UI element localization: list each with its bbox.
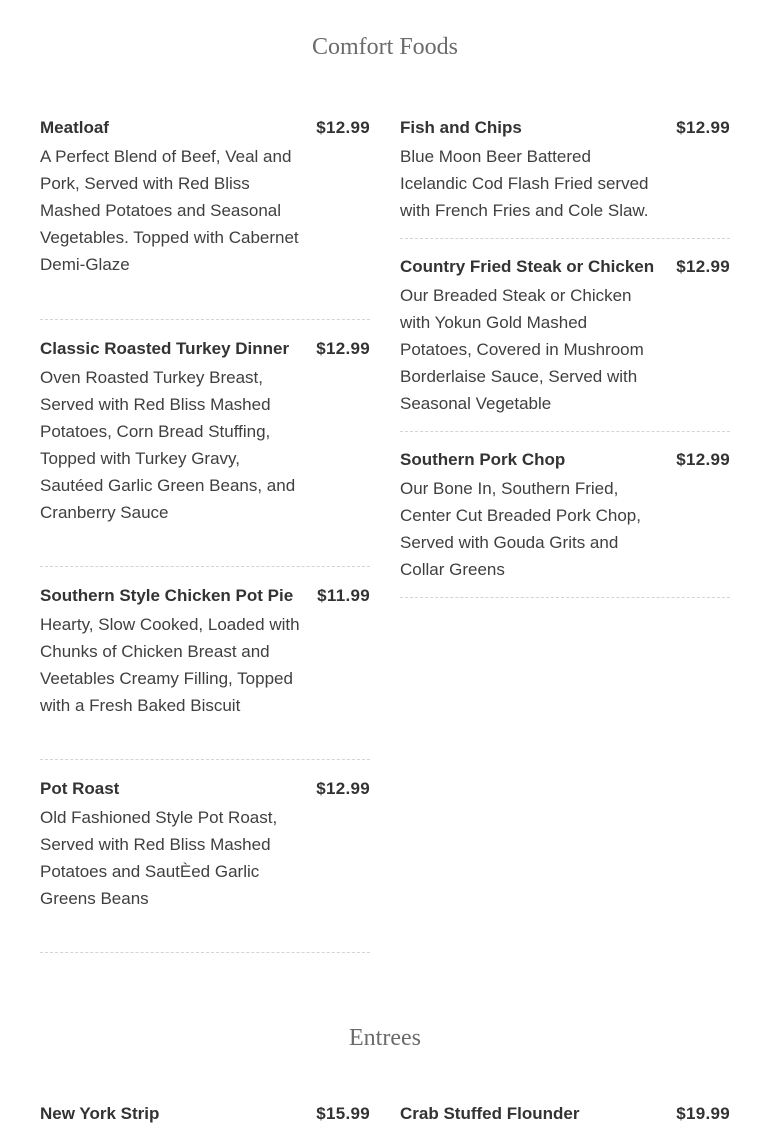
item-divider (40, 566, 370, 567)
menu-item-price: $15.99 (316, 1104, 370, 1123)
menu-item-name: Meatloaf (40, 118, 109, 137)
menu-item-description: Oven Roasted Turkey Breast, Served with Red Bliss Mashed Potatoes, Corn Bread Stuffing, Topped with Turkey Gravy, Sautéed Garlic Green Beans, and Cranberry Sauce (40, 368, 296, 522)
menu-item-description: Old Fashioned Style Pot Roast, Served with Red Bliss Mashed Potatoes and SautÈed Garlic Greens Beans (40, 808, 278, 908)
menu-item-price: $12.99 (316, 779, 370, 798)
item-divider (400, 597, 730, 598)
item-divider (400, 431, 730, 432)
menu-item[interactable] (40, 586, 370, 719)
menu-item[interactable] (400, 257, 730, 417)
menu-item[interactable] (40, 779, 370, 912)
item-divider (40, 952, 370, 953)
menu-item-description: Hearty, Slow Cooked, Loaded with Chunks of Chicken Breast and Veetables Creamy Filling, Topped with a Fresh Baked Biscuit (40, 615, 300, 715)
menu-item[interactable] (400, 118, 730, 224)
menu-item[interactable] (40, 1104, 370, 1124)
section-title-comfort-foods: Comfort Foods (311, 34, 458, 60)
menu-item-price: $11.99 (317, 586, 370, 605)
menu-item-name: Southern Style Chicken Pot Pie (40, 586, 294, 605)
menu-item-name: New York Strip (40, 1104, 160, 1123)
menu-item-price: $19.99 (676, 1104, 730, 1123)
menu-item-name: Pot Roast (40, 779, 120, 798)
menu-item-description: Blue Moon Beer Battered Icelandic Cod Flash Fried served with French Fries and Cole Slaw. (400, 147, 649, 220)
menu-item[interactable] (400, 450, 730, 583)
section-title-entrees: Entrees (349, 1025, 421, 1051)
menu-item-name: Crab Stuffed Flounder (400, 1104, 580, 1123)
menu-item-description: Our Bone In, Southern Fried, Center Cut Breaded Pork Chop, Served with Gouda Grits and Collar Greens (400, 479, 641, 579)
item-divider (40, 319, 370, 320)
menu-item-description: A Perfect Blend of Beef, Veal and Pork, Served with Red Bliss Mashed Potatoes and Seasonal Vegetables. Topped with Cabernet Demi-Glaze (40, 147, 299, 274)
menu-item[interactable] (40, 339, 370, 526)
menu-item-price: $12.99 (676, 257, 730, 276)
menu-item-price: $12.99 (316, 339, 370, 358)
menu-item-name: Country Fried Steak or Chicken (400, 257, 655, 276)
menu-item-name: Classic Roasted Turkey Dinner (40, 339, 290, 358)
item-divider (40, 759, 370, 760)
menu-item[interactable] (400, 1104, 730, 1124)
menu-item-price: $12.99 (676, 450, 730, 469)
menu-item-price: $12.99 (676, 118, 730, 137)
menu-item-name: Southern Pork Chop (400, 450, 566, 469)
menu-item-description: Our Breaded Steak or Chicken with Yokun Gold Mashed Potatoes, Covered in Mushroom Borderlaise Sauce, Served with Seasonal Vegetable (400, 286, 644, 413)
item-divider (400, 238, 730, 239)
menu-item-name: Fish and Chips (400, 118, 522, 137)
menu-item-price: $12.99 (316, 118, 370, 137)
menu-item[interactable] (40, 118, 370, 278)
